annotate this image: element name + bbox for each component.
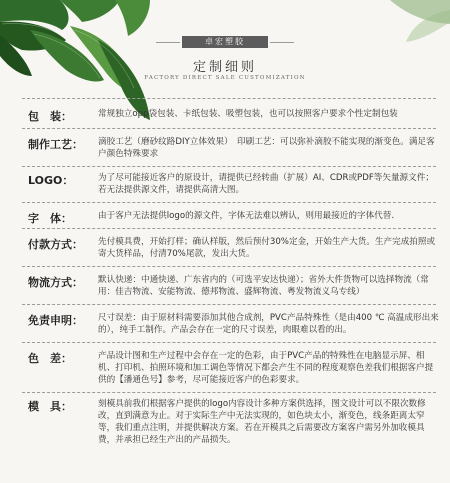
row-label: 模 具：	[28, 400, 72, 413]
row-label: LOGO：	[28, 174, 74, 187]
row-label: 付款方式：	[28, 238, 83, 251]
row-divider	[22, 202, 436, 203]
row-text: 先付模具费，开始打样；确认样版，然后预付30%定金，开始生产大货。生产完成拍照或寄大货样品，付清70%尾款，发出大货。	[98, 237, 436, 259]
row-divider	[22, 128, 436, 129]
row-divider	[22, 392, 436, 393]
row-text: 由于客户无法提供logo的源文件，字体无法难以辨认，则用最接近的字体代替.	[98, 211, 395, 221]
row-text: 尺寸误差：由于原材料需要添加其他合成剂，PVC产品特殊性（是由400 ℃ 高温成形出来的），纯手工制作。产品会存在一定的尺寸误差，肉眼难以看的出。	[98, 313, 439, 335]
row-text: 刻模具前我们根据客户提供的logo内容设计多种方案供选择，图文设计可以不限次数修改，直到满意为止。对于实际生产中无法实现的，如色块太小，渐变色，线条距离太窄等，我们重点注明，并提供解决方案。若在开模具之后需要改方案客户需另外加收模具费，并承担已经生产出的产品损失。	[98, 399, 426, 445]
brand-label: 卓宏塑胶	[182, 36, 268, 48]
row-label: 物流方式：	[28, 276, 83, 289]
row-divider	[22, 166, 436, 167]
divider-right	[270, 42, 294, 43]
page-subtitle: FACTORY DIRECT SALE CUSTOMIZATION	[144, 75, 306, 81]
header	[0, 0, 450, 86]
row-divider	[22, 266, 436, 267]
row-label: 制作工艺：	[28, 138, 83, 151]
row-label: 字 体：	[28, 212, 72, 225]
row-label: 免责申明：	[28, 314, 83, 327]
row-divider	[22, 342, 436, 343]
row-divider	[22, 304, 436, 305]
row-divider	[22, 98, 436, 99]
row-label: 包 装：	[28, 110, 72, 123]
row-text: 常规独立opp袋包装、卡纸包装、吸塑包装，也可以按照客户要求个性定制包装	[98, 109, 398, 119]
row-text: 默认快递：中通快递、广东省内的（可选平安达快递）；省外大件货物可以选择物流（常用：佳吉物流、安能物流、德邦物流、盛辉物流、粤发物流义乌专线）	[98, 275, 429, 297]
page-title: 定制细则	[192, 60, 257, 75]
row-text: 为了尽可能接近客户的原设计，请提供已经转曲（扩展）AI、CDR或PDF等矢量源文件；若无法提供源文件，请提供高清大图。	[98, 173, 434, 195]
row-label: 色 差：	[28, 352, 72, 365]
row-divider	[22, 228, 436, 229]
row-text: 滴胶工艺（磨砂纹路DIY立体效果） 印刷工艺：可以弥补滴胶不能实现的渐变色。满足客户颜色特殊要求	[98, 137, 435, 159]
divider-left	[156, 42, 180, 43]
row-text: 产品设计图和生产过程中会存在一定的色彩，由于PVC产品的特殊性在电脑显示屏、相机、打印机、拍照环境和加工调色等情况下都会产生不同的程度观察色差我们根据客户提供的【潘通色号】参考，尽可能接近客户的色彩要求。	[98, 351, 434, 385]
